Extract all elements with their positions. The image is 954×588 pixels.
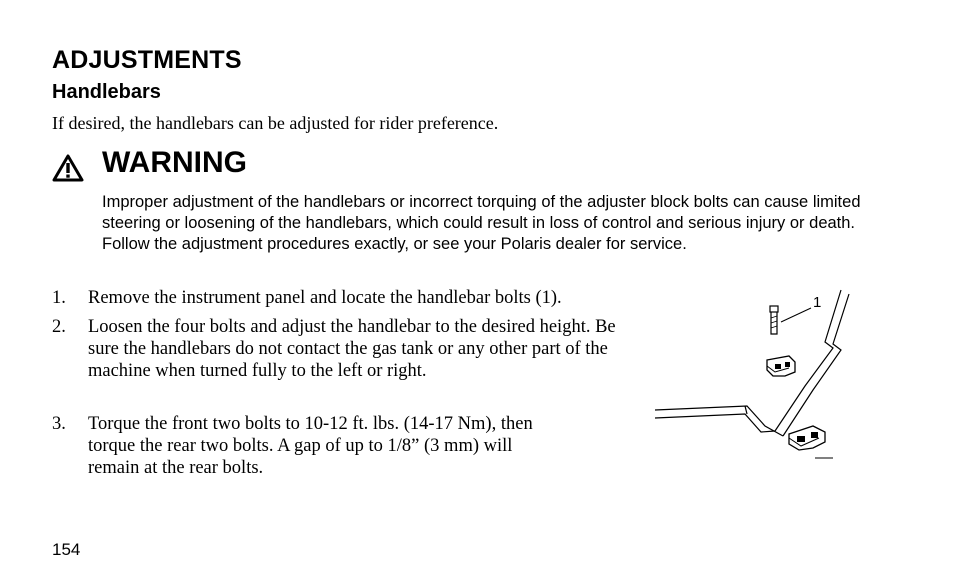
adjuster-block-lower (789, 426, 825, 450)
warning-title: WARNING (102, 146, 247, 179)
warning-text: Improper adjustment of the handlebars or incorrect torquing of the adjuster block bolts can cause limited steering or loosening of the handlebars, which could result in loss of control and serious injury or death. Follow the adjustment procedures exactly, or see your Polaris dealer for service. (102, 193, 861, 253)
warning-triangle-icon (52, 154, 84, 182)
step-number: 2. (52, 317, 66, 337)
subsection-title: Handlebars (52, 81, 161, 103)
adjuster-block-upper (767, 356, 795, 376)
page-number: 154 (52, 540, 81, 559)
step-number: 1. (52, 288, 66, 308)
step-text: Torque the front two bolts to 10-12 ft. lbs. (14-17 Nm), then torque the rear two bolts. A gap of up to 1/8” (3 mm) will remain at the rear bolts. (88, 414, 533, 478)
handlebar-illustration (655, 286, 895, 466)
bolt-illustration (770, 306, 778, 334)
step-text: Loosen the four bolts and adjust the handlebar to the desired height. Be sure the handlebars do not contact the gas tank or any other part of the machine when turned fully to the left or right. (88, 317, 616, 381)
step-number: 3. (52, 414, 66, 434)
callout-label: 1 (813, 294, 822, 311)
step-text: Remove the instrument panel and locate the handlebar bolts (1). (88, 288, 562, 308)
section-title: ADJUSTMENTS (52, 46, 242, 74)
intro-paragraph: If desired, the handlebars can be adjusted for rider preference. (52, 113, 499, 133)
